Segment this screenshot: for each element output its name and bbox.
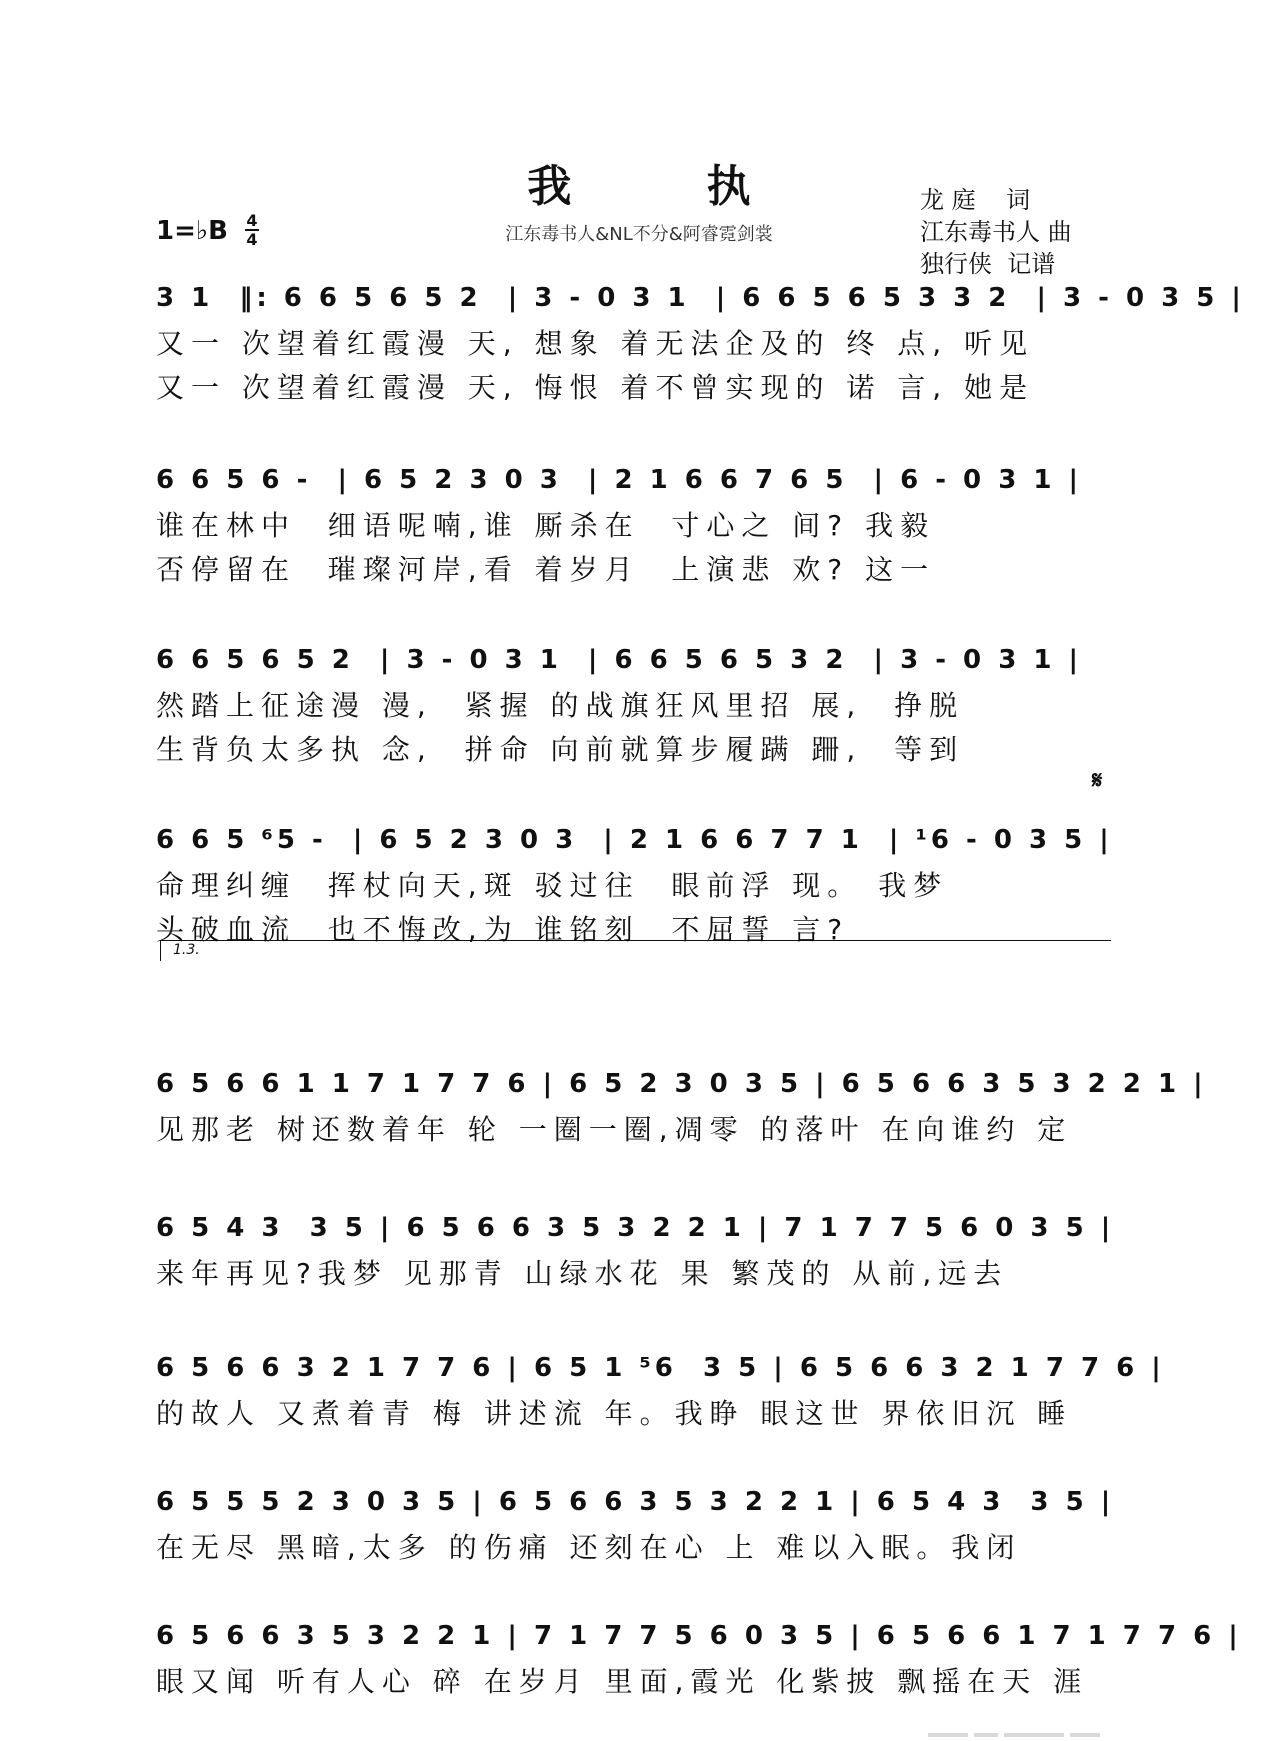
lyrics-verse-1: 然踏上征途漫 漫, 紧握 的战旗狂风里招 展, 挣脱 [156, 689, 965, 722]
key-signature: 1=♭B [156, 216, 228, 246]
performers: 江东毒书人&NL不分&阿睿霓剑裳 [505, 224, 773, 245]
lyrics-verse-2: 否停留在 璀璨河岸,看 着岁月 上演悲 欢? 这一 [156, 553, 936, 586]
notes-line: 6 6 5 ⁶5 - | 6 5 2 3 0 3 | 2 1 6 6 7 7 1 | ¹6 - 0 3 5 | [156, 825, 1113, 855]
transcriber-credit: 独行侠 记谱 [920, 250, 1056, 278]
notes-line: 6 5 6 6 3 5 3 2 2 1 | 7 1 7 7 5 6 0 3 5 | 6 5 6 6 1 7 1 7 7 6 | [156, 1621, 1242, 1651]
lyrics-line: 的故人 又煮着青 梅 讲述流 年。我睁 眼这世 界依旧沉 睡 [156, 1397, 1073, 1430]
volta-label: 1.3. [173, 942, 200, 958]
notes-line: 6 5 5 5 2 3 0 3 5 | 6 5 6 6 3 5 3 2 2 1 | 6 5 4 3 3 5 | [156, 1487, 1115, 1517]
notes-line: 6 5 6 6 3 2 1 7 7 6 | 6 5 1 ⁵6 3 5 | 6 5 6 6 3 2 1 7 7 6 | [156, 1353, 1165, 1383]
song-title: 我 执 [527, 161, 811, 212]
lyrics-verse-2: 又一 次望着红霞漫 天, 悔恨 着不曾实现的 诺 言, 她是 [156, 371, 1035, 404]
meter-top: 4 [246, 211, 258, 230]
lyrics-line: 眼又闻 听有人心 碎 在岁月 里面,霞光 化紫披 飘摇在天 涯 [156, 1665, 1089, 1698]
segno-sign: 𝄋 [1092, 766, 1103, 794]
volta-bracket [160, 940, 1111, 961]
lyrics-line: 在无尽 黑暗,太多 的伤痛 还刻在心 上 难以入眠。我闭 [156, 1531, 1022, 1564]
notes-line: 6 5 4 3 3 5 | 6 5 6 6 3 5 3 2 2 1 | 7 1 7 7 5 6 0 3 5 | [156, 1213, 1115, 1243]
composer-credit: 江东毒书人 曲 [920, 218, 1072, 246]
lyrics-verse-2: 生背负太多执 念, 拼命 向前就算步履蹒 跚, 等到 [156, 733, 965, 766]
notes-line: 6 6 5 6 5 2 | 3 - 0 3 1 | 6 6 5 6 5 3 2 | 3 - 0 3 1 | [156, 645, 1082, 675]
notes-line: 6 5 6 6 1 1 7 1 7 7 6 | 6 5 2 3 0 3 5 | 6 5 6 6 3 5 3 2 2 1 | [156, 1069, 1207, 1099]
notes-line: 6 6 5 6 - | 6 5 2 3 0 3 | 2 1 6 6 7 6 5 | 6 - 0 3 1 | [156, 465, 1082, 495]
notes-line: 3 1 ‖: 6 6 5 6 5 2 | 3 - 0 3 1 | 6 6 5 6 5 3 3 2 | 3 - 0 3 5 | [156, 283, 1245, 313]
lyrics-verse-1: 又一 次望着红霞漫 天, 想象 着无法企及的 终 点, 听见 [156, 327, 1035, 360]
meter-bottom: 4 [246, 230, 258, 249]
lyrics-line: 来年再见?我梦 见那青 山绿水花 果 繁茂的 从前,远去 [156, 1257, 1009, 1290]
lyrics-verse-2: 头破血流 也不悔改,为 谁铭刻 不屈誓 言? [156, 913, 850, 946]
time-signature [245, 212, 259, 248]
credits [920, 184, 1072, 280]
lyricist-credit: 龙 庭 词 [920, 186, 1031, 214]
lyrics-line: 见那老 树还数着年 轮 一圈一圈,凋零 的落叶 在向谁约 定 [156, 1113, 1073, 1146]
footer-watermark [928, 1722, 1228, 1730]
lyrics-verse-1: 命理纠缠 挥杖向天,斑 驳过往 眼前浮 现。 我梦 [156, 869, 949, 902]
lyrics-verse-1: 谁在林中 细语呢喃,谁 厮杀在 寸心之 间? 我毅 [156, 509, 936, 542]
